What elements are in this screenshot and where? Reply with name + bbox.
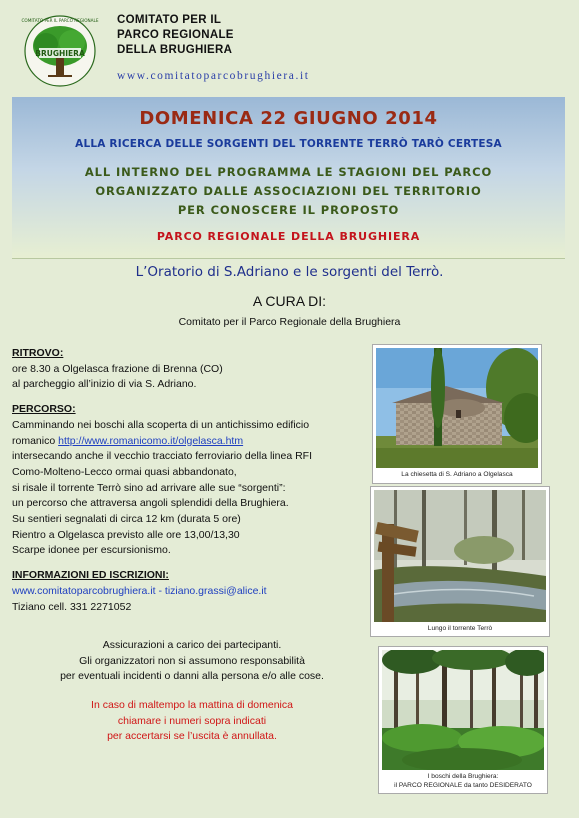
warning-line-2: chiamare i numeri sopra indicati (117, 714, 267, 727)
event-subtitle: ALLA RICERCA DELLE SORGENTI DEL TORRENTE TERRÒ TARÒ CERTESA (75, 138, 502, 150)
percorso-line-6: un percorso che attraversa angoli splendidi della Brughiera. (12, 497, 289, 510)
percorso-line-7: Su sentieri segnalati di circa 12 km (durata 5 ore) (12, 513, 241, 526)
percorso-heading: PERCORSO: (12, 403, 76, 416)
org-line-3: DELLA BRUGHIERA (117, 44, 233, 56)
contacts-line[interactable]: www.comitatoparcobrughiera.it - tiziano.grassi@alice.it (12, 584, 267, 597)
photo-chapel-card (372, 344, 542, 484)
banner-line-1: ALL INTERNO DEL PROGRAMMA LE STAGIONI DEL PARCO (84, 165, 493, 179)
website-link[interactable]: www.comitatoparcobrughiera.it (117, 70, 310, 82)
insurance-notice (12, 638, 372, 685)
warning-line-3: per accertarsi se l’uscita è annullata. (107, 730, 277, 743)
ritrovo-heading: RITROVO: (12, 347, 64, 359)
percorso-line-2 (12, 434, 362, 450)
percorso-line-9: Scarpe idonee per escursionismo. (12, 544, 171, 557)
ritrovo-line-1: ore 8.30 a Olgelasca frazione di Brenna (CO) (12, 362, 223, 375)
photo-woods-caption-2: il PARCO REGIONALE da tanto DESIDERATO (394, 782, 532, 789)
park-name: PARCO REGIONALE DELLA BRUGHIERA (156, 230, 421, 243)
percorso-line-2-prefix: romanico (12, 434, 59, 447)
romanicomo-link[interactable]: http://www.romanicomo.it/olgelasca.htm (58, 434, 244, 447)
stream-photo (374, 490, 546, 622)
banner-program-lines (12, 163, 565, 220)
phone-line: Tiziano cell. 331 2271052 (12, 600, 132, 613)
percorso-line-3: intersecando anche il vecchio tracciato ferroviario della linea RFI (12, 450, 312, 463)
percorso-line-1: Camminando nei boschi alla scoperta di un antichissimo edificio (12, 418, 310, 431)
banner-line-2: ORGANIZZATO DALLE ASSOCIAZIONI DEL TERRITORIO (95, 184, 482, 198)
warning-line-1: In caso di maltempo la mattina di domenica (91, 699, 293, 711)
event-details (12, 346, 362, 615)
photo-stream-card (370, 486, 550, 637)
curated-by-label: A CURA DI: (252, 293, 327, 309)
photo-chapel-caption: La chiesetta di S. Adriano a Olgelasca (401, 471, 513, 478)
info-heading: INFORMAZIONI ED ISCRIZIONI: (12, 569, 169, 582)
notice-line-2: Gli organizzatori non si assumono responsabilità (79, 654, 305, 667)
svg-text:BRUGHIERA: BRUGHIERA (35, 49, 85, 58)
org-name (117, 13, 234, 58)
contact-info (12, 568, 362, 615)
notice-line-1: Assicurazioni a carico dei partecipanti. (102, 639, 282, 651)
event-date: DOMENICA 22 GIUGNO 2014 (139, 108, 438, 129)
photo-stream-caption: Lungo il torrente Terrò (427, 625, 493, 632)
ritrovo-line-2: al parcheggio all’inizio di via S. Adriano. (12, 378, 197, 391)
curated-by-org: Comitato per il Parco Regionale della Brughiera (178, 316, 401, 328)
notice-line-3: per eventuali incidenti o danni alla persona e/o alle cose. (60, 670, 324, 683)
weather-warning (12, 698, 372, 745)
event-title: L’Oratorio di S.Adriano e le sorgenti del Terrò. (135, 264, 444, 280)
woods-photo (382, 650, 544, 770)
org-line-2: PARCO REGIONALE (117, 29, 234, 41)
percorso-line-5: si risale il torrente Terrò sino ad arrivare alle sue “sorgenti”: (12, 481, 286, 494)
park-logo (12, 14, 108, 88)
percorso-line-8: Rientro a Olgelasca previsto alle ore 13,00/13,30 (12, 528, 240, 541)
org-line-1: COMITATO PER IL (117, 14, 222, 26)
chapel-photo (376, 348, 538, 468)
photo-woods-caption-1: I boschi della Brughiera: (427, 773, 499, 780)
svg-text:COMITATO PER IL PARCO REGIONAL: COMITATO PER IL PARCO REGIONALE (21, 18, 99, 23)
percorso-line-4: Como-Molteno-Lecco ormai quasi abbandonato, (12, 465, 237, 478)
photo-woods-card (378, 646, 548, 794)
event-banner (12, 97, 565, 259)
tree-logo-icon (12, 14, 108, 88)
banner-line-3: PER CONOSCERE IL PROPOSTO (177, 203, 400, 217)
